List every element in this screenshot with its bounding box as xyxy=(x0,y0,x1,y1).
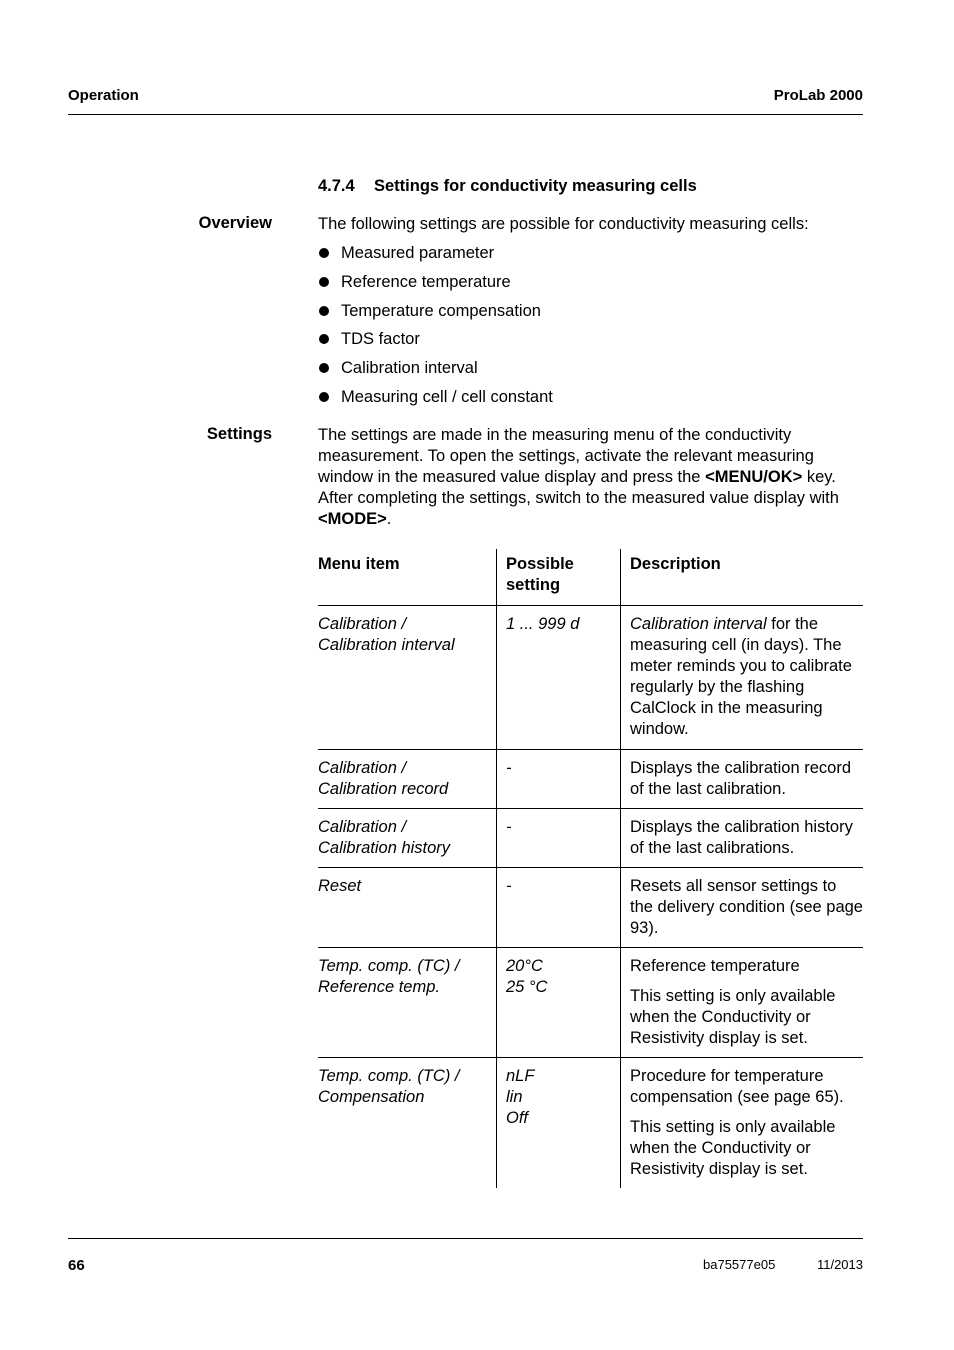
bullet-icon xyxy=(319,363,329,373)
setting-cell: nLF lin Off xyxy=(497,1058,621,1189)
page-header xyxy=(68,86,863,115)
table-row xyxy=(318,809,863,868)
list-item: Measured parameter xyxy=(318,242,553,271)
overview-label: Overview xyxy=(198,214,272,232)
description-cell: Calibration interval for the measuring cell (in days). The meter reminds you to calibrate regularly by the flashing CalClock in the measuring window. xyxy=(621,606,864,750)
document-id: ba75577e05 xyxy=(703,1257,776,1272)
menu-item-cell: Calibration / Calibration record xyxy=(318,750,497,809)
column-header-possible-setting: Possible setting xyxy=(497,549,621,606)
table-row xyxy=(318,750,863,809)
menu-item-cell: Calibration / Calibration interval xyxy=(318,606,497,750)
list-item: TDS factor xyxy=(318,328,553,357)
header-chapter: Operation xyxy=(68,87,139,104)
document-date: 11/2013 xyxy=(816,1257,863,1272)
header-product: ProLab 2000 xyxy=(773,87,863,104)
section-heading xyxy=(318,177,697,196)
settings-label: Settings xyxy=(206,425,272,443)
description-cell: Procedure for temperature compensation (see page 65). This setting is only available when the Conductivity or Resistivity display is set. xyxy=(621,1058,864,1189)
setting-cell: 20°C 25 °C xyxy=(497,948,621,1058)
list-item: Calibration interval xyxy=(318,357,553,386)
table-header-row xyxy=(318,549,863,606)
column-header-menu-item: Menu item xyxy=(318,555,400,573)
bullet-icon xyxy=(319,277,329,287)
list-item: Temperature compensation xyxy=(318,300,553,329)
setting-cell: - xyxy=(497,868,621,948)
description-cell: Resets all sensor settings to the delivery condition (see page 93). xyxy=(621,868,864,948)
bullet-icon xyxy=(319,334,329,344)
setting-cell: - xyxy=(497,750,621,809)
table-row xyxy=(318,868,863,948)
mode-key: <MODE> xyxy=(318,510,387,528)
table-row xyxy=(318,1058,863,1189)
column-header-description: Description xyxy=(621,549,864,606)
list-item: Reference temperature xyxy=(318,271,553,300)
description-cell: Reference temperature This setting is only available when the Conductivity or Resistivity display is set. xyxy=(621,948,864,1058)
table-row xyxy=(318,948,863,1058)
overview-intro: The following settings are possible for conductivity measuring cells: xyxy=(318,215,809,233)
settings-paragraph: The settings are made in the measuring menu of the conductivity measurement. To open the settings, activate the relevant measuring window in the measured value display and press the <MENU/OK> key. After completing the settings, switch to the measured value display with <MODE>. xyxy=(318,426,839,528)
bullet-icon xyxy=(319,248,329,258)
menu-item-cell: Temp. comp. (TC) / Reference temp. xyxy=(318,948,497,1058)
section-number: 4.7.4 xyxy=(318,177,355,195)
bullet-icon xyxy=(319,392,329,402)
list-item: Measuring cell / cell constant xyxy=(318,386,553,415)
setting-cell: - xyxy=(497,809,621,868)
description-cell: Displays the calibration record of the last calibration. xyxy=(621,750,864,809)
menu-ok-key: <MENU/OK> xyxy=(705,468,803,486)
overview-list xyxy=(318,242,553,415)
section-title: Settings for conductivity measuring cells xyxy=(374,177,697,195)
menu-item-cell: Reset xyxy=(318,868,497,948)
bullet-icon xyxy=(319,306,329,316)
table-row xyxy=(318,606,863,750)
page-footer xyxy=(68,1238,863,1274)
menu-item-cell: Calibration / Calibration history xyxy=(318,809,497,868)
settings-table xyxy=(318,549,863,1188)
page-number: 66 xyxy=(68,1257,85,1274)
setting-cell: 1 ... 999 d xyxy=(497,606,621,750)
menu-item-cell: Temp. comp. (TC) / Compensation xyxy=(318,1058,497,1189)
description-cell: Displays the calibration history of the last calibrations. xyxy=(621,809,864,868)
